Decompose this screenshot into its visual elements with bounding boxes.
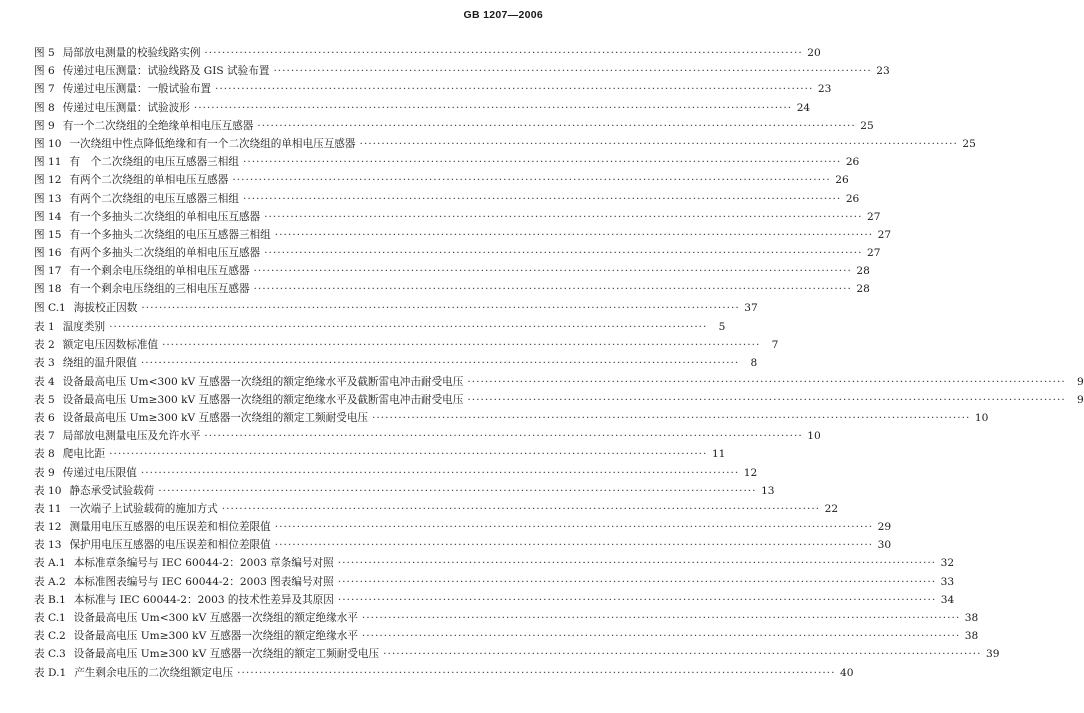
leader-dots bbox=[250, 283, 856, 295]
leader-dots bbox=[239, 193, 845, 205]
table-entry[interactable] bbox=[34, 519, 892, 537]
table-entry[interactable] bbox=[34, 646, 1000, 664]
table-label: 表 A.1 bbox=[34, 557, 66, 570]
figure-label: 图 10 bbox=[34, 137, 62, 150]
figure-entry[interactable] bbox=[34, 81, 832, 99]
table-title: 本标准图表编号与 IEC 60044-2：2003 图表编号对照 bbox=[73, 575, 334, 588]
leader-dots bbox=[271, 539, 877, 551]
table-label: 表 C.2 bbox=[34, 630, 66, 643]
leader-dots bbox=[158, 339, 764, 351]
figure-label: 图 6 bbox=[34, 65, 55, 78]
leader-dots bbox=[379, 648, 985, 660]
table-title: 温度类别 bbox=[62, 321, 106, 333]
figure-title: 传递过电压测量：一般试验布置 bbox=[62, 83, 212, 96]
page-number: 39 bbox=[985, 648, 1000, 661]
document-code-header: GB 1207—2006 bbox=[463, 9, 543, 21]
page-number: 10 bbox=[807, 430, 821, 443]
page-number: 38 bbox=[964, 630, 979, 643]
figure-label: 图 17 bbox=[34, 265, 62, 278]
leader-dots bbox=[239, 156, 845, 168]
figure-title: 海拔校正因数 bbox=[73, 301, 138, 314]
leader-dots bbox=[250, 265, 856, 277]
figure-title: 有一个剩余电压绕组的三相电压互感器 bbox=[69, 283, 250, 296]
page-number: 25 bbox=[860, 119, 874, 132]
page-number: 20 bbox=[807, 47, 821, 59]
table-entry[interactable] bbox=[34, 610, 979, 628]
leader-dots bbox=[137, 467, 743, 479]
page-number: 32 bbox=[940, 557, 955, 570]
page-number: 27 bbox=[867, 210, 881, 223]
page-number: 9 bbox=[1076, 375, 1084, 388]
table-label: 表 B.1 bbox=[34, 593, 66, 606]
table-entry[interactable] bbox=[34, 537, 892, 555]
table-title: 设备最高电压 Um<300 kV 互感器一次绕组的额定绝缘水平及截断雷电冲击耐受电压 bbox=[62, 375, 464, 388]
figure-entry[interactable] bbox=[34, 136, 976, 154]
page-number: 28 bbox=[856, 265, 870, 278]
page-number: 38 bbox=[964, 612, 979, 624]
page-number: 33 bbox=[940, 575, 955, 588]
page-number: 30 bbox=[877, 539, 892, 552]
figure-label: 图 14 bbox=[34, 210, 62, 223]
figure-title: 传递过电压测量：试验线路及 GIS 试验布置 bbox=[62, 65, 270, 78]
page-number: 22 bbox=[824, 502, 839, 515]
table-list bbox=[34, 319, 1084, 683]
leader-dots bbox=[334, 557, 940, 569]
figure-label: 图 13 bbox=[34, 192, 62, 205]
page-number: 7 bbox=[771, 339, 779, 352]
figure-label: 图 16 bbox=[34, 247, 62, 260]
page-number: 12 bbox=[743, 466, 758, 479]
table-title: 本标准与 IEC 60044-2：2003 的技术性差异及其原因 bbox=[73, 593, 334, 606]
table-entry[interactable] bbox=[34, 665, 854, 683]
page-number: 23 bbox=[817, 83, 832, 96]
figure-title: 有一个剩余电压绕组的单相电压互感器 bbox=[69, 265, 250, 278]
table-entry[interactable] bbox=[34, 628, 979, 646]
table-label: 表 7 bbox=[34, 430, 55, 443]
table-title: 静态承受试验载荷 bbox=[69, 484, 155, 497]
leader-dots bbox=[334, 576, 940, 588]
table-entry[interactable] bbox=[34, 501, 839, 519]
figure-label: 图 18 bbox=[34, 283, 62, 296]
figure-title: 有两个二次绕组的单相电压互感器 bbox=[69, 174, 229, 187]
figure-entry[interactable] bbox=[34, 263, 870, 281]
figure-entry[interactable] bbox=[34, 245, 881, 263]
table-title: 设备最高电压 Um≥300 kV 互感器一次绕组的额定绝缘水平及截断雷电冲击耐受电压 bbox=[62, 393, 464, 406]
page-number: 10 bbox=[974, 411, 989, 424]
figure-label: 图 5 bbox=[34, 47, 55, 59]
table-entry[interactable] bbox=[34, 555, 955, 573]
page-number: 27 bbox=[867, 247, 881, 260]
leader-dots bbox=[200, 430, 806, 442]
figure-label: 图 12 bbox=[34, 174, 62, 187]
leader-dots bbox=[218, 503, 824, 515]
figure-title: 有两个二次绕组的电压互感器三相组 bbox=[69, 192, 239, 205]
leader-dots bbox=[334, 594, 940, 606]
leader-dots bbox=[271, 229, 877, 241]
figure-label: 图 8 bbox=[34, 101, 55, 114]
table-title: 测量用电压互感器的电压误差和相位差限值 bbox=[69, 521, 271, 534]
table-label: 表 4 bbox=[34, 375, 55, 388]
leader-dots bbox=[190, 102, 796, 114]
page-number: 13 bbox=[761, 484, 775, 497]
page-number: 34 bbox=[940, 593, 955, 606]
leader-dots bbox=[137, 302, 743, 314]
figure-label: 图 9 bbox=[34, 119, 55, 132]
page-number: 24 bbox=[796, 101, 811, 114]
table-entry[interactable] bbox=[34, 428, 821, 446]
figure-entry[interactable] bbox=[34, 172, 849, 190]
figure-entry[interactable] bbox=[34, 45, 821, 63]
table-label: 表 8 bbox=[34, 448, 55, 461]
figure-title: 有两个多抽头二次绕组的单相电压互感器 bbox=[69, 247, 261, 260]
leader-dots bbox=[269, 65, 875, 77]
figure-title: 有一个多抽头二次绕组的电压互感器三相组 bbox=[69, 228, 271, 241]
table-title: 产生剩余电压的二次绕组额定电压 bbox=[74, 666, 234, 679]
page-number: 25 bbox=[962, 137, 976, 150]
figure-entry[interactable] bbox=[34, 100, 811, 118]
figure-entry[interactable] bbox=[34, 63, 890, 81]
table-title: 额定电压因数标准值 bbox=[62, 339, 159, 352]
figure-entry[interactable] bbox=[34, 118, 874, 136]
table-label: 表 A.2 bbox=[34, 575, 66, 588]
page-number: 11 bbox=[711, 448, 726, 461]
figure-title: 一次绕组中性点降低绝缘和有一个二次绕组的单相电压互感器 bbox=[69, 137, 356, 150]
table-entry[interactable] bbox=[34, 574, 955, 592]
leader-dots bbox=[211, 83, 817, 95]
table-entry[interactable] bbox=[34, 392, 1084, 410]
table-label: 表 9 bbox=[34, 466, 55, 479]
leader-dots bbox=[137, 357, 743, 369]
leader-dots bbox=[358, 630, 964, 642]
page-number: 26 bbox=[835, 174, 849, 187]
table-label: 表 5 bbox=[34, 393, 55, 406]
table-title: 爬电比距 bbox=[62, 448, 106, 461]
table-entry[interactable] bbox=[34, 374, 1084, 392]
figure-label: 图 15 bbox=[34, 228, 62, 241]
page-number: 5 bbox=[718, 321, 726, 333]
table-entry[interactable] bbox=[34, 446, 726, 464]
table-label: 表 C.3 bbox=[34, 648, 66, 661]
table-entry[interactable] bbox=[34, 483, 775, 501]
figure-title: 有一个二次绕组的全绝缘单相电压互感器 bbox=[62, 119, 254, 132]
table-label: 表 13 bbox=[34, 539, 62, 552]
leader-dots bbox=[228, 174, 834, 186]
leader-dots bbox=[253, 120, 859, 132]
table-title: 设备最高电压 Um≥300 kV 互感器一次绕组的额定工频耐受电压 bbox=[73, 648, 380, 661]
leader-dots bbox=[154, 485, 760, 497]
figure-title: 有一个多抽头二次绕组的单相电压互感器 bbox=[69, 210, 261, 223]
table-title: 传递过电压限值 bbox=[62, 466, 137, 479]
page-number: 28 bbox=[856, 283, 870, 296]
table-entry[interactable] bbox=[34, 465, 758, 483]
table-label: 表 C.1 bbox=[34, 612, 66, 624]
table-label: 表 11 bbox=[34, 502, 62, 515]
table-label: 表 10 bbox=[34, 484, 62, 497]
table-entry[interactable] bbox=[34, 337, 779, 355]
table-title: 局部放电测量电压及允许水平 bbox=[62, 430, 201, 443]
leader-dots bbox=[368, 412, 974, 424]
page-number: 26 bbox=[845, 192, 860, 205]
leader-dots bbox=[355, 138, 961, 150]
table-label: 表 2 bbox=[34, 339, 55, 352]
figure-label: 图 7 bbox=[34, 83, 55, 96]
page-number: 40 bbox=[839, 666, 854, 679]
leader-dots bbox=[271, 521, 877, 533]
page-number: 8 bbox=[750, 357, 758, 370]
figure-list bbox=[34, 45, 976, 318]
leader-dots bbox=[463, 394, 1069, 406]
leader-dots bbox=[200, 47, 806, 59]
page-number: 9 bbox=[1076, 393, 1084, 406]
figure-entry[interactable] bbox=[34, 300, 758, 318]
figure-title: 有 个二次绕组的电压互感器三相组 bbox=[69, 156, 239, 169]
page-number: 27 bbox=[877, 228, 892, 241]
figure-entry[interactable] bbox=[34, 227, 892, 245]
figure-title: 局部放电测量的校验线路实例 bbox=[62, 47, 201, 59]
leader-dots bbox=[105, 448, 711, 460]
table-entry[interactable] bbox=[34, 592, 955, 610]
table-title: 设备最高电压 Um≥300 kV 互感器一次绕组的额定工频耐受电压 bbox=[62, 411, 369, 424]
figure-entry[interactable] bbox=[34, 281, 870, 299]
figure-title: 传递过电压测量：试验波形 bbox=[62, 101, 190, 114]
page-number: 26 bbox=[845, 156, 860, 169]
leader-dots bbox=[233, 667, 839, 679]
leader-dots bbox=[105, 321, 711, 333]
figure-label: 图 11 bbox=[34, 156, 62, 169]
page-number: 23 bbox=[876, 65, 890, 78]
table-entry[interactable] bbox=[34, 319, 726, 337]
figure-entry[interactable] bbox=[34, 209, 881, 227]
table-label: 表 1 bbox=[34, 321, 55, 333]
figure-entry[interactable] bbox=[34, 154, 860, 172]
figure-entry[interactable] bbox=[34, 191, 860, 209]
table-title: 设备最高电压 Um<300 kV 互感器一次绕组的额定绝缘水平 bbox=[73, 612, 358, 624]
page-number: 29 bbox=[877, 521, 892, 534]
leader-dots bbox=[358, 612, 964, 624]
table-label: 表 12 bbox=[34, 521, 62, 534]
table-entry[interactable] bbox=[34, 355, 758, 373]
table-label: 表 3 bbox=[34, 357, 55, 370]
page-number: 37 bbox=[744, 301, 758, 314]
table-title: 本标准章条编号与 IEC 60044-2：2003 章条编号对照 bbox=[73, 557, 334, 570]
table-title: 保护用电压互感器的电压误差和相位差限值 bbox=[69, 539, 271, 552]
table-entry[interactable] bbox=[34, 410, 989, 428]
table-label: 表 6 bbox=[34, 411, 55, 424]
figure-label: 图 C.1 bbox=[34, 301, 66, 314]
table-label: 表 D.1 bbox=[34, 666, 67, 679]
leader-dots bbox=[260, 211, 866, 223]
table-title: 设备最高电压 Um≥300 kV 互感器一次绕组的额定绝缘水平 bbox=[73, 630, 358, 643]
table-title: 绕组的温升限值 bbox=[62, 357, 137, 370]
leader-dots bbox=[463, 376, 1069, 388]
leader-dots bbox=[260, 247, 866, 259]
table-title: 一次端子上试验载荷的施加方式 bbox=[69, 502, 218, 515]
